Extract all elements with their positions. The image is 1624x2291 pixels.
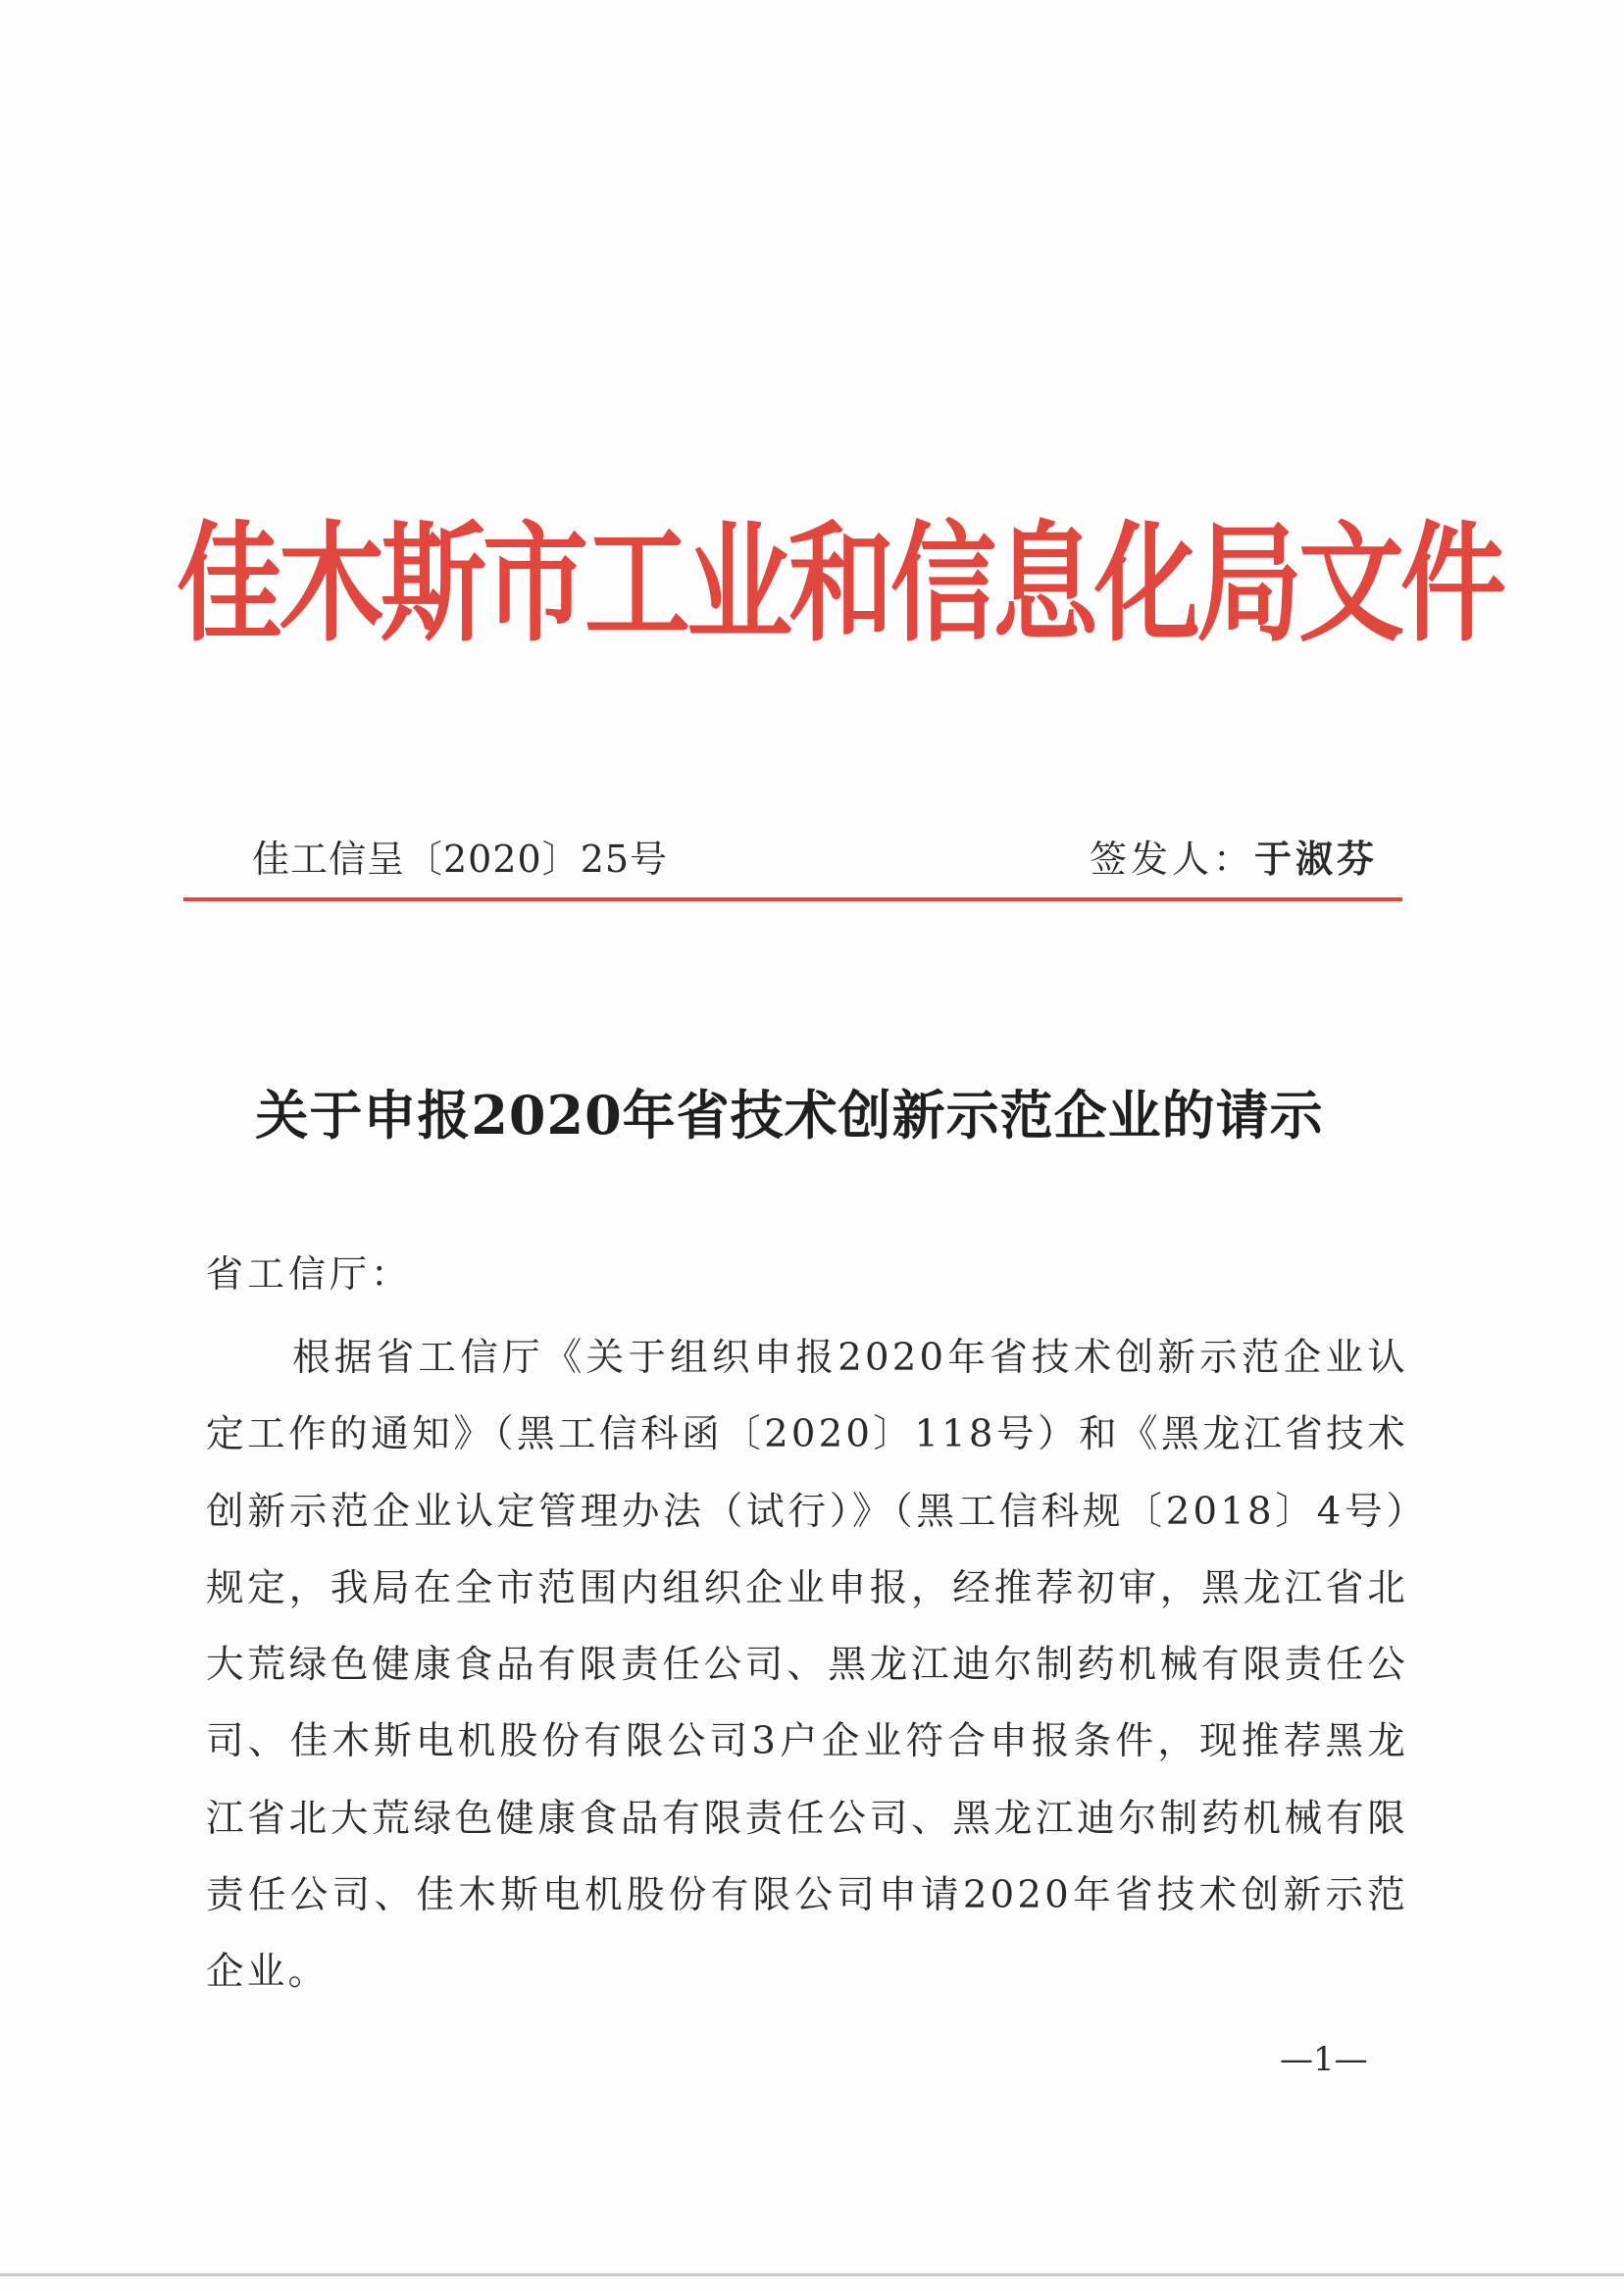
page-number: —1— <box>1280 2040 1368 2079</box>
letterhead-title: 佳木斯市工业和信息化局文件 <box>177 509 1503 660</box>
issuer <box>1090 829 1378 883</box>
issuer-name: 于淑芬 <box>1253 838 1378 881</box>
scan-edge-line <box>0 2273 1624 2276</box>
document-number: 佳工信呈〔2020〕25号 <box>252 838 669 881</box>
issuer-label: 签发人： <box>1089 838 1254 881</box>
document-title: 关于申报2020年省技术创新示范企业的请示 <box>255 1084 1324 1146</box>
salutation: 省工信厅： <box>206 1252 413 1296</box>
body-paragraph: 根据省工信厅《关于组织申报2020年省技术创新示范企业认定工作的通知》（黑工信科函〔2020〕118号）和《黑龙江省技术创新示范企业认定管理办法（试行）》（黑工信科规〔2018〕4号）规定，我局在全市范围内组织企业申报，经推荐初审，黑龙江省北大荒绿色健康食品有限责任公司、黑龙江迪尔制药机械有限责任公司、佳木斯电机股份有限公司3户企业符合申报条件，现推荐黑龙江省北大荒绿色健康食品有限责任公司、黑龙江迪尔制药机械有限责任公司、佳木斯电机股份有限公司申请2020年省技术创新示范企业。 <box>206 1336 1408 1995</box>
document-meta <box>181 829 1407 888</box>
red-divider <box>183 897 1402 901</box>
